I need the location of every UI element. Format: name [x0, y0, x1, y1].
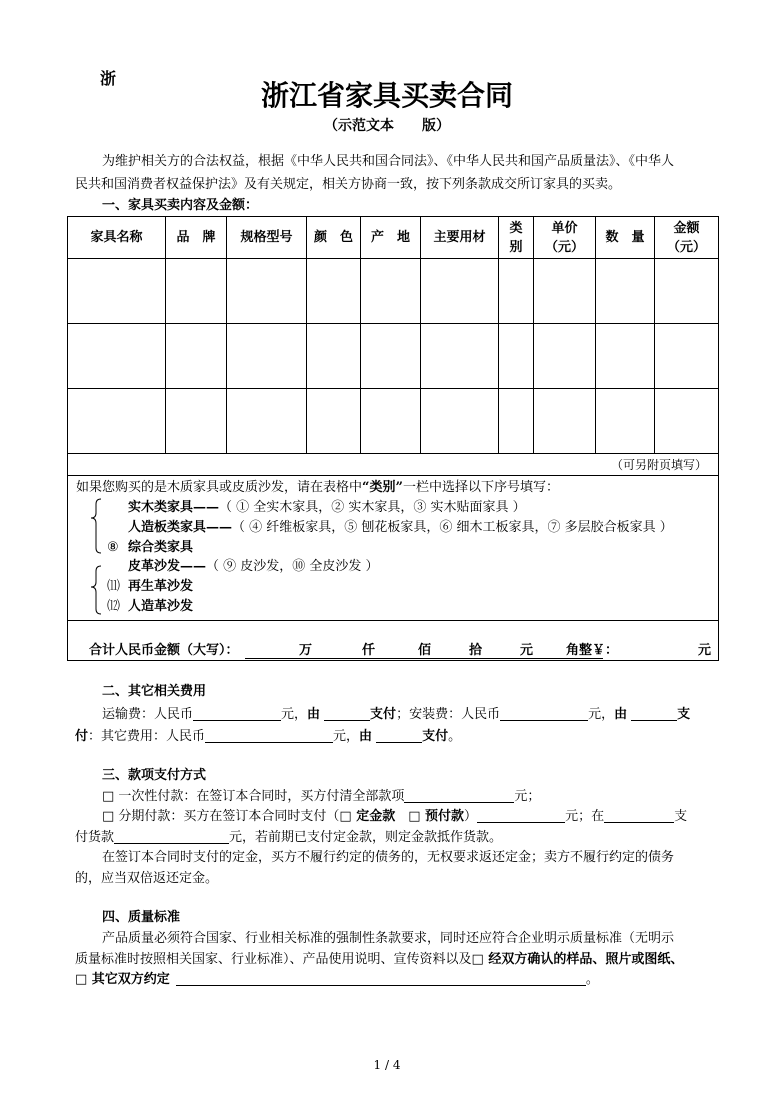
table-cell: [361, 389, 421, 454]
category-options: （ ⑨ 皮沙发，⑩ 全皮沙发 ）: [206, 559, 379, 574]
table-row: [68, 389, 719, 454]
col-header-unit-price: [534, 217, 596, 259]
col-header-furniture-name: 家具名称: [68, 217, 166, 259]
table-cell: [534, 259, 596, 324]
header-line: 金额: [673, 220, 700, 236]
contract-subtitle: （示范文本 版）: [324, 118, 450, 134]
fee-text: 由: [307, 707, 321, 722]
table-cell: [655, 324, 719, 389]
quality-line: [75, 972, 599, 988]
quality-other-option: □ 其它双方约定: [75, 972, 170, 987]
total-amount-label: 合计人民币金额（大写）：: [89, 643, 239, 658]
category-label: 实木类家具——: [128, 500, 220, 515]
category-wood-panel: [128, 520, 673, 536]
table-cell: [227, 324, 307, 389]
col-header-model: 规格型号: [227, 217, 307, 259]
quality-line: [75, 952, 683, 968]
category-options: （ ① 全实木家具，② 实木家具，③ 实木贴面家具 ）: [219, 500, 526, 515]
instruction-text: 如果您购买的是木质家具或皮质沙发，请在表格中: [76, 480, 363, 495]
quality-sample-option: □ 经双方确认的样品、照片或图纸、: [471, 952, 684, 967]
fee-text: 支: [677, 707, 691, 722]
table-cell: [361, 324, 421, 389]
fee-text: 元，: [588, 707, 615, 722]
table-cell: [421, 259, 499, 324]
fee-text: 由: [359, 729, 373, 744]
table-cell: [307, 324, 361, 389]
payment-installment-line: [75, 830, 502, 846]
col-header-quantity: 数 量: [596, 217, 655, 259]
category-solid-wood: [128, 500, 526, 516]
unit-bai: 佰: [418, 643, 432, 658]
table-cell: [499, 389, 534, 454]
payment-text: □ 分期付款：买方在签订本合同时支付（: [102, 809, 340, 824]
table-cell: [655, 389, 719, 454]
category-marker: ⑾: [107, 579, 121, 594]
category-artificial-leather-label: 人造革沙发: [128, 599, 194, 614]
table-cell: [68, 324, 166, 389]
fill-blank: [324, 709, 370, 721]
instruction-text: 一栏中选择以下序号填写：: [402, 480, 559, 495]
category-recycled-leather-label: 再生革沙发: [128, 579, 194, 594]
table-cell: [68, 389, 166, 454]
table-row: [68, 259, 719, 324]
category-label: 人造板类家具——: [128, 520, 233, 535]
furniture-items-table: [67, 216, 719, 661]
fee-text: 。: [448, 729, 462, 744]
table-cell: [421, 389, 499, 454]
payment-installment-line: [102, 809, 687, 825]
table-cell: [534, 389, 596, 454]
fee-text: 元，: [333, 729, 360, 744]
unit-qian: 仟: [362, 643, 376, 658]
fill-blank: [376, 731, 422, 743]
unit-yuan-end: 元: [698, 643, 712, 658]
intro-line: 民共和国消费者权益保护法》及有关规定，相关方协商一致，按下列条款成交所订家具的买卖。: [75, 177, 622, 192]
category-guide-cell: [68, 476, 719, 621]
fee-text: ：其它费用：人民币: [88, 729, 206, 744]
quality-text: 。: [585, 972, 599, 987]
table-cell: [596, 324, 655, 389]
fee-text: 由: [614, 707, 628, 722]
unit-shi: 拾: [469, 643, 483, 658]
fill-blank: [604, 811, 674, 823]
category-leather-sofa: [128, 559, 379, 575]
category-guide: [68, 476, 718, 620]
section-heading-fees: 二、其它相关费用: [102, 684, 207, 699]
col-header-color: 颜 色: [307, 217, 361, 259]
fill-blank: [500, 709, 588, 721]
fee-text: ；安装费：人民币: [396, 707, 501, 722]
fees-line: [75, 729, 461, 745]
quality-line: 产品质量必须符合国家、行业相关标准的强制性条款要求，同时还应符合企业明示质量标准（无明示: [102, 931, 675, 946]
region-mark: 浙: [100, 69, 117, 88]
attach-note: （可另附页填写）: [68, 454, 719, 476]
total-amount: [68, 621, 718, 660]
fee-text: 付: [75, 729, 89, 744]
table-cell: [421, 324, 499, 389]
table-cell: [227, 259, 307, 324]
payment-text: 元，若前期已支付定金款，则定金款抵作货款。: [229, 830, 503, 845]
header-line: 类: [509, 220, 523, 236]
category-instruction: [76, 480, 559, 496]
table-cell: [166, 389, 227, 454]
wood-category-brace: [90, 498, 102, 554]
fee-text: 元，: [281, 707, 308, 722]
header-line: （元）: [544, 239, 584, 255]
fill-blank: [205, 731, 333, 743]
col-header-material: 主要用材: [421, 217, 499, 259]
payment-text: ）: [464, 809, 478, 824]
category-mixed-label: 综合类家具: [128, 540, 194, 555]
table-cell: [499, 324, 534, 389]
category-options: （ ④ 纤维板家具，⑤ 刨花板家具，⑥ 细木工板家具，⑦ 多层胶合板家具 ）: [232, 520, 673, 535]
unit-yuan: 元: [520, 643, 534, 658]
attach-note-row: [68, 454, 719, 476]
col-header-amount: [655, 217, 719, 259]
table-cell: [227, 389, 307, 454]
payment-text: □ 一次性付款：在签订本合同时，买方付清全部款项: [102, 789, 405, 804]
header-line: 别: [509, 239, 523, 255]
fees-line: [102, 707, 690, 723]
fee-text: 运输费：人民币: [102, 707, 194, 722]
contract-title: 浙江省家具买卖合同: [260, 79, 513, 112]
table-cell: [655, 259, 719, 324]
table-header-row: [68, 217, 719, 259]
header-line: 单价: [551, 220, 578, 236]
header-line: （元）: [666, 239, 706, 255]
fill-blank: [477, 811, 565, 823]
table-cell: [166, 259, 227, 324]
table-row: [68, 324, 719, 389]
sofa-category-brace: [90, 565, 102, 615]
payment-text: 付货款: [75, 830, 115, 845]
category-marker: ⑿: [107, 599, 121, 614]
total-amount-row: [68, 621, 719, 661]
fill-blank: [176, 974, 586, 986]
payment-text: 元；: [514, 789, 541, 804]
col-header-category: [499, 217, 534, 259]
table-cell: [596, 259, 655, 324]
quality-text: 质量标准时按照相关国家、行业标准）、产品使用说明、宣传资料以及: [75, 952, 472, 967]
page-number: 1 / 4: [373, 1058, 401, 1072]
payment-text: 元；在: [565, 809, 605, 824]
section-heading-quality: 四、质量标准: [102, 910, 181, 925]
payment-text: 支: [674, 809, 688, 824]
deposit-rule-line: 在签订本合同时支付的定金，买方不履行约定的债务的，无权要求返还定金；卖方不履行约定的债务: [102, 850, 675, 865]
fee-text: 支付: [422, 729, 449, 744]
table-cell: [499, 259, 534, 324]
category-guide-row: [68, 476, 719, 621]
payment-lump-sum-line: [102, 789, 540, 805]
fee-text: 支付: [370, 707, 397, 722]
table-cell: [534, 324, 596, 389]
table-cell: [68, 259, 166, 324]
section-heading-items: 一、家具买卖内容及金额：: [102, 198, 259, 213]
fill-blank: [631, 709, 677, 721]
fill-blank: [114, 832, 229, 844]
category-keyword: “类别”: [362, 480, 403, 495]
col-header-brand: 品 牌: [166, 217, 227, 259]
unit-jiao-yen: 角整￥：: [566, 643, 619, 658]
payment-type-options: □ 定金款 □ 预付款: [339, 809, 465, 824]
table-cell: [307, 259, 361, 324]
fill-blank: [404, 791, 514, 803]
table-cell: [307, 389, 361, 454]
intro-line: 为维护相关方的合法权益，根据《中华人民共和国合同法》、《中华人民共和国产品质量法》、《中华人: [102, 154, 675, 169]
deposit-rule-line: 的，应当双倍返还定金。: [75, 871, 219, 886]
section-heading-payment: 三、款项支付方式: [102, 768, 207, 783]
table-cell: [596, 389, 655, 454]
table-cell: [166, 324, 227, 389]
fill-blank: [193, 709, 281, 721]
category-label: 皮革沙发——: [128, 559, 207, 574]
table-cell: [361, 259, 421, 324]
total-amount-cell: [68, 621, 719, 661]
category-marker: ⑧: [107, 540, 119, 555]
unit-wan: 万: [299, 643, 313, 658]
col-header-origin: 产 地: [361, 217, 421, 259]
